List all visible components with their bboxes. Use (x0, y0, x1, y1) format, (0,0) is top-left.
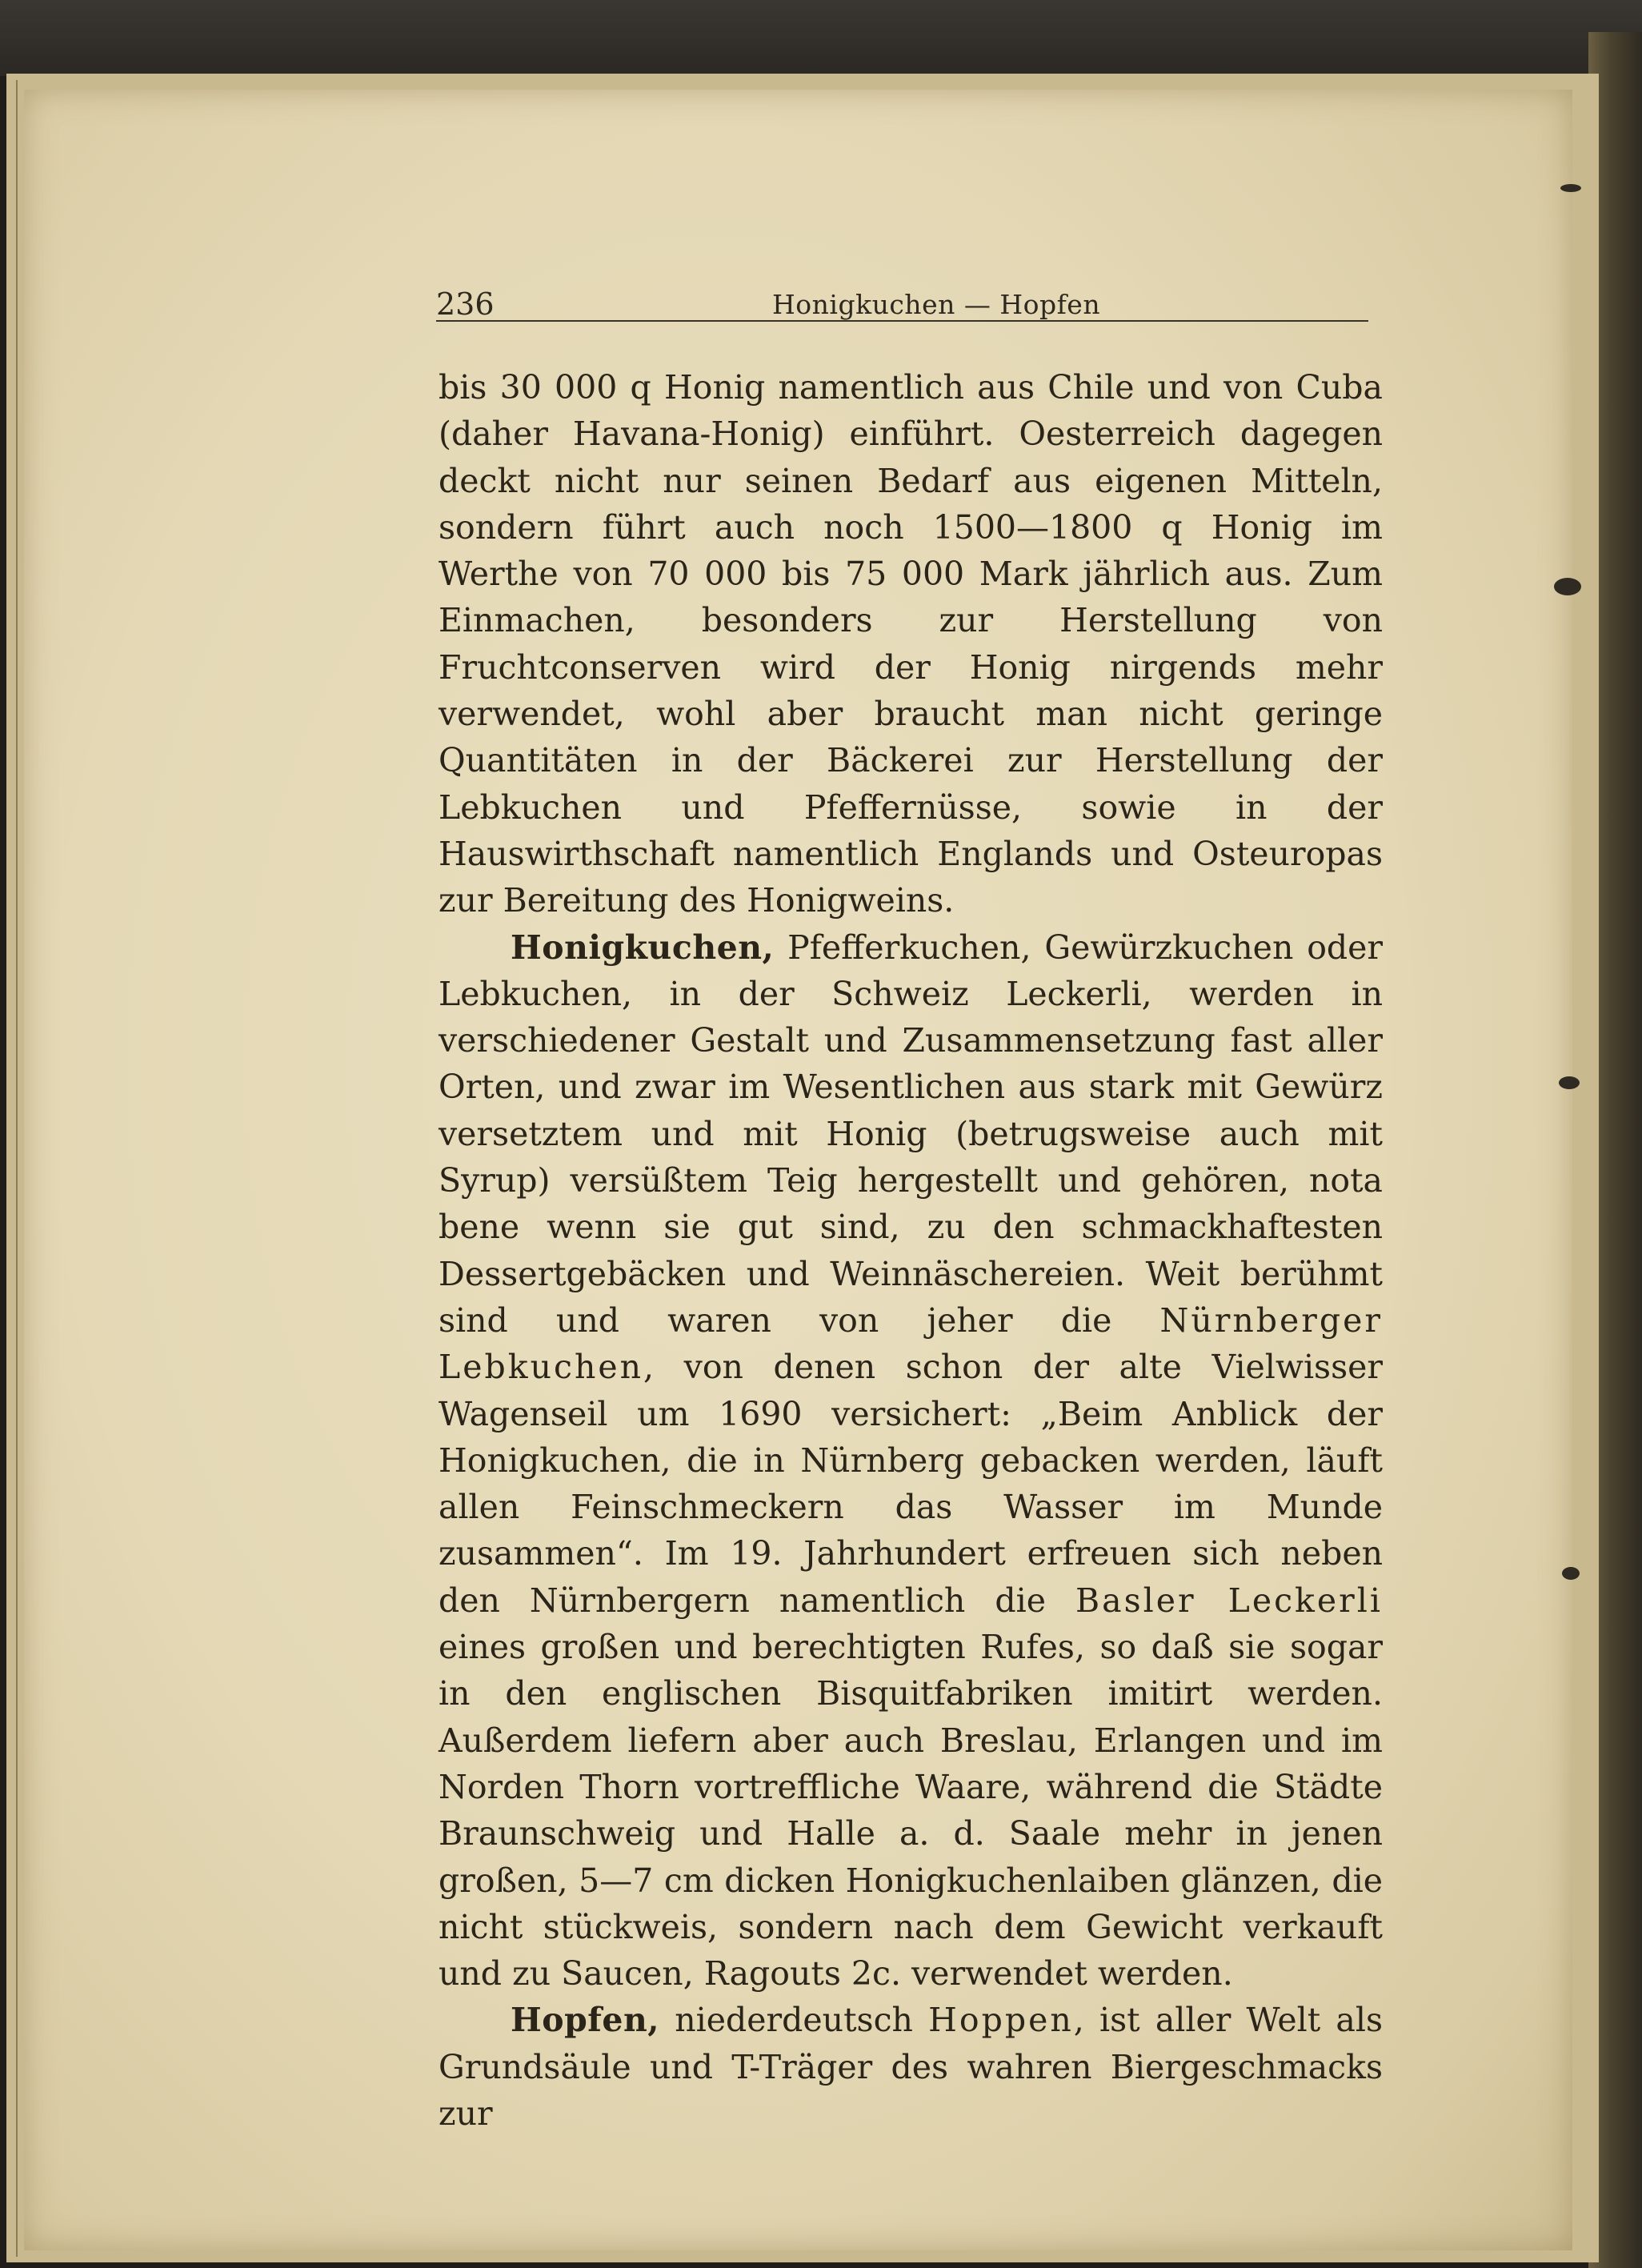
spaced-nurnberger-lebkuchen: Nürnberger Lebkuchen (439, 1300, 1383, 1387)
lemma-hopfen: Hopfen, (511, 2001, 660, 2040)
text-segment: Pfefferkuchen, Gewürzkuchen oder Lebkuchen, in der Schweiz Leckerli, werden in verschiedener Gestalt und Zusammensetzung fast aller Orten, und zwar im Wesentlichen aus stark mit Gewürz versetztem und mit Honig (betrugsweise auch mit Syrup) versüßtem Teig hergestellt und gehören, nota bene wenn sie gut sind, zu den schmackhaftesten Dessertgebäcken und Weinnäschereien. Weit berühmt sind und waren von jeher die (439, 928, 1383, 1340)
paragraph-honigkuchen (439, 924, 1383, 1998)
spaced-hoppen: Hoppen (928, 2001, 1074, 2040)
binding-mark (1559, 1076, 1580, 1089)
lemma-honigkuchen: Honigkuchen, (511, 928, 775, 967)
page-edge-line (16, 80, 18, 2257)
text-segment: niederdeutsch (659, 2001, 929, 2040)
text-segment: , ist aller Welt als Grundsäule und T-Träger des wahren Biergeschmacks zur (439, 2001, 1383, 2133)
text-segment: eines großen und berechtigten Rufes, so daß sie sogar in den englischen Bisquitfabriken imitirt werden. Außerdem liefern aber auch Breslau, Erlangen und im Norden Thorn vortreffliche Waare, während die Städte Braunschweig und Halle a. d. Saale mehr in jenen großen, 5—7 cm dicken Honigkuchenlaiben glänzen, die nicht stückweis, sondern nach dem Gewicht verkauft und zu Saucen, Ragouts 2c. verwendet werden. (439, 1628, 1383, 1994)
paragraph-hopfen (439, 1997, 1383, 2137)
spaced-basler-leckerli: Basler Leckerli (1075, 1581, 1383, 1620)
running-head: Honigkuchen — Hopfen (772, 289, 1101, 320)
page-header (436, 288, 1368, 322)
text-segment: , von denen schon der alte Vielwisser Wagenseil um 1690 versichert: „Beim Anblick der Honigkuchen, die in Nürnberg gebacken werden, läuft allen Feinschmeckern das Wasser im Munde zusammen“. Im 19. Jahrhundert erfreuen sich neben den Nürnbergern namentlich die (439, 1348, 1383, 1620)
binding-mark (1560, 184, 1581, 192)
binding-mark (1554, 578, 1581, 595)
page-number: 236 (436, 287, 495, 322)
binding-mark (1562, 1567, 1580, 1580)
scan-top-strip (0, 0, 1642, 76)
body-text (439, 364, 1383, 2137)
paragraph-honig-continued: bis 30 000 q Honig namentlich aus Chile und von Cuba (daher Havana-Honig) einführt. Oesterreich dagegen deckt nicht nur seinen Bedarf aus eigenen Mitteln, sondern führt auch noch 1500—1800 q Honig im Werthe von 70 000 bis 75 000 Mark jährlich aus. Zum Einmachen, besonders zur Herstellung von Fruchtconserven wird der Honig nirgends mehr verwendet, wohl aber braucht man nicht geringe Quantitäten in der Bäckerei zur Herstellung der Lebkuchen und Pfeffernüsse, sowie in der Hauswirthschaft namentlich Englands und Osteuropas zur Bereitung des Honigweins. (439, 368, 1383, 920)
